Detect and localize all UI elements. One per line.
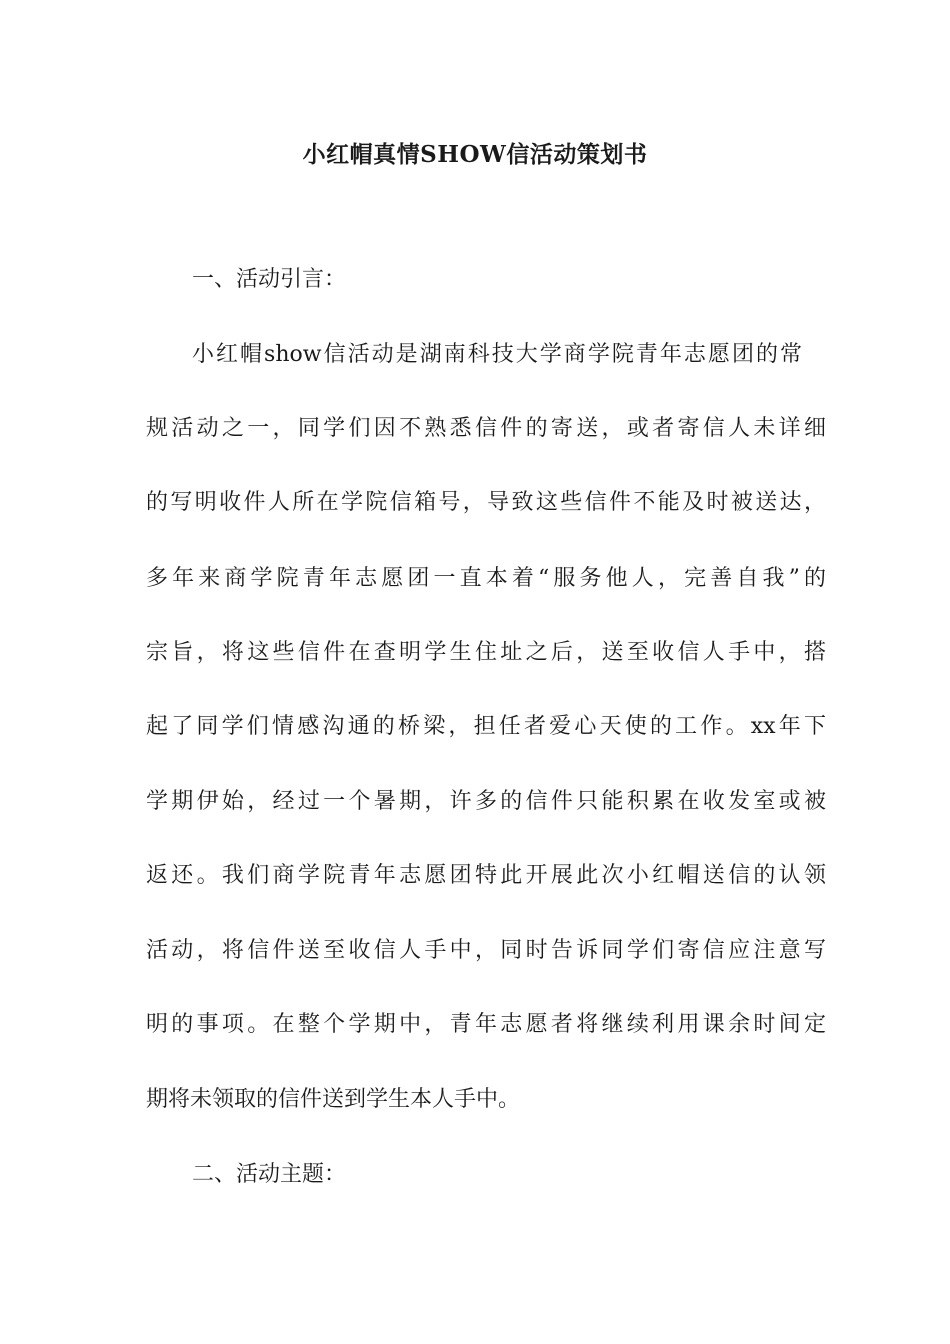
document-title: 小红帽真情SHOW信活动策划书: [302, 141, 648, 168]
paragraph-line: 明的事项。在整个学期中，青年志愿者将继续利用课余时间定: [146, 1012, 826, 1037]
paragraph-line: 的写明收件人所在学院信箱号，导致这些信件不能及时被送达，: [146, 490, 826, 515]
paragraph-line: 宗旨，将这些信件在查明学生住址之后，送至收信人手中，搭: [146, 640, 826, 665]
paragraph-line: 小红帽show信活动是湖南科技大学商学院青年志愿团的常: [192, 342, 802, 367]
section-heading-theme: 二、活动主题：: [192, 1162, 347, 1187]
paragraph-line: 规活动之一，同学们因不熟悉信件的寄送，或者寄信人未详细: [146, 416, 826, 441]
paragraph-line: 起了同学们情感沟通的桥梁，担任者爱心天使的工作。xx年下: [146, 714, 826, 739]
paragraph-line: 多年来商学院青年志愿团一直本着“服务他人，完善自我”的: [146, 566, 826, 591]
paragraph-line: 返还。我们商学院青年志愿团特此开展此次小红帽送信的认领: [146, 863, 826, 888]
paragraph-line: 活动，将信件送至收信人手中，同时告诉同学们寄信应注意写: [146, 938, 826, 963]
section-heading-introduction: 一、活动引言：: [192, 267, 347, 292]
paragraph-line: 期将未领取的信件送到学生本人手中。: [146, 1087, 521, 1112]
paragraph-line: 学期伊始，经过一个暑期，许多的信件只能积累在收发室或被: [146, 789, 826, 814]
